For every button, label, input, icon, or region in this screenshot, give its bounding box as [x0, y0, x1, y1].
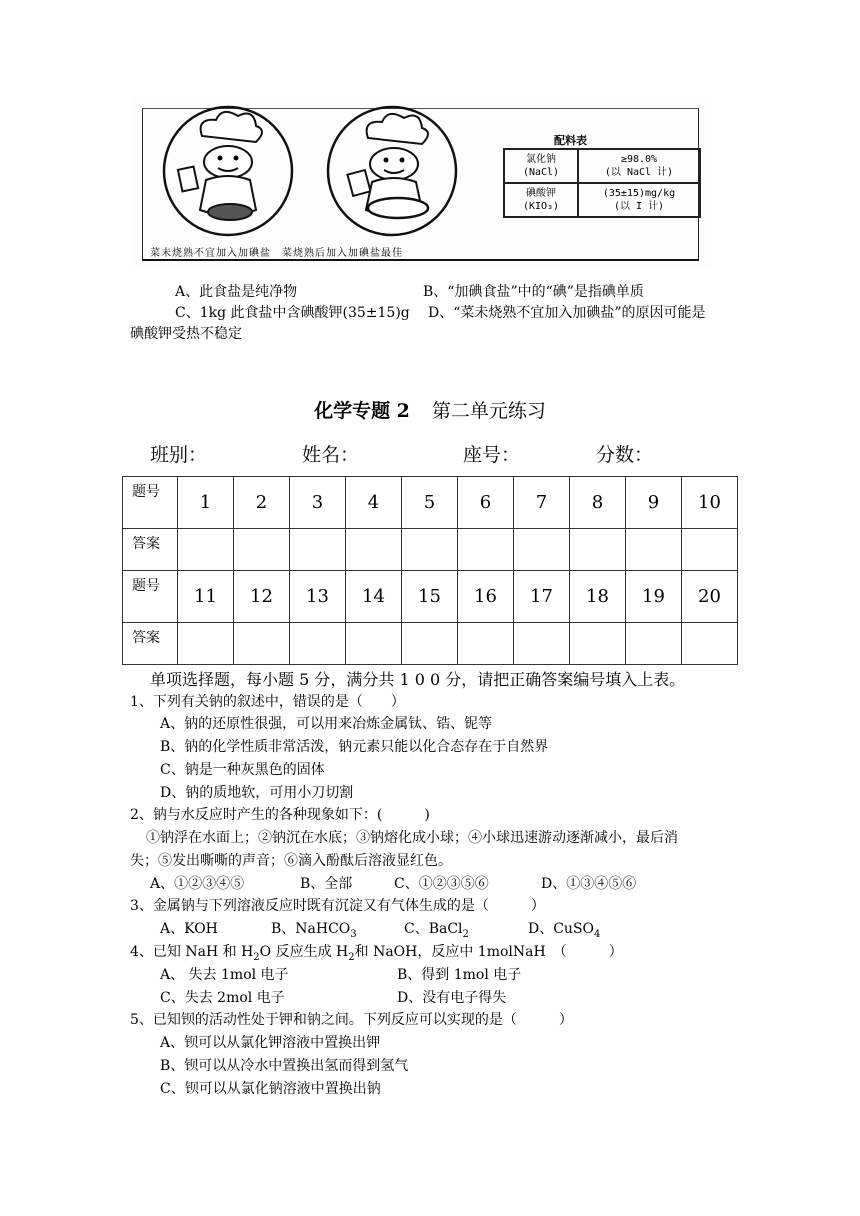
- score-label: 分数：: [596, 444, 654, 466]
- q3-option-a: A、KOH: [160, 921, 218, 937]
- answer-cell[interactable]: [458, 529, 514, 571]
- prev-option-b: B、“加碘食盐”中的“碘”是指碘单质: [423, 284, 644, 300]
- instructions: 单项选择题，每小题 5 分，满分共 1 0 0 分，请把正确答案编号填入上表。: [150, 670, 686, 689]
- grid-row-numbers-2: [123, 571, 738, 623]
- chef-left-icon: [164, 107, 292, 235]
- class-label: 班别：: [150, 444, 208, 466]
- q4-stem: 4、已知 NaH 和 $H_2O$ 反应生成 $H_2$和 NaOH，反应中 1molNaH （ ）: [130, 944, 623, 963]
- ingredient-value: ≥98.0% (以 NaCl 计): [578, 149, 700, 183]
- answer-cell[interactable]: [178, 623, 234, 665]
- prev-option-d-cont: 碘酸钾受热不稳定: [130, 326, 242, 342]
- answer-cell[interactable]: [290, 529, 346, 571]
- q5-option-a: A、钡可以从氯化钾溶液中置换出钾: [160, 1035, 381, 1051]
- ingredient-row: [504, 149, 700, 183]
- grid-label-ans: 答案: [123, 623, 178, 665]
- q4-option-a: A、 失去 1mol 电子: [160, 967, 289, 983]
- q3-option-b: B、NaHCO$_3$: [271, 921, 357, 940]
- grid-num: 2: [234, 477, 290, 529]
- answer-cell[interactable]: [514, 529, 570, 571]
- grid-num: 11: [178, 571, 234, 623]
- answer-cell[interactable]: [626, 623, 682, 665]
- ingredient-name: 碘酸钾 (KIO₃): [504, 183, 578, 217]
- grid-num: 4: [346, 477, 402, 529]
- q1-option-a: A、钠的还原性很强，可以用来冶炼金属钛、锆、铌等: [160, 716, 493, 732]
- grid-num: 5: [402, 477, 458, 529]
- answer-cell[interactable]: [570, 623, 626, 665]
- answer-cell[interactable]: [290, 623, 346, 665]
- salt-label-figure: [132, 96, 712, 266]
- title-rest: 第二单元练习: [431, 400, 546, 422]
- grid-num: 18: [570, 571, 626, 623]
- answer-cell[interactable]: [402, 529, 458, 571]
- ingredients-table: [503, 148, 701, 218]
- answer-cell[interactable]: [570, 529, 626, 571]
- q3-stem: 3、金属钠与下列溶液反应时既有沉淀又有气体生成的是（ ）: [130, 898, 545, 914]
- ingredient-name: 氯化钠 (NaCl): [504, 149, 578, 183]
- grid-num: 1: [178, 477, 234, 529]
- ingredients-title: 配料表: [554, 134, 587, 147]
- q2-option-c: C、①②③⑤⑥: [394, 876, 489, 892]
- grid-num: 15: [402, 571, 458, 623]
- prev-option-a: A、此食盐是纯净物: [175, 284, 298, 300]
- q1-option-d: D、钠的质地软，可用小刀切割: [160, 785, 354, 801]
- q5-stem: 5、已知钡的活动性处于钾和钠之间。下列反应可以实现的是（ ）: [130, 1012, 573, 1028]
- q4-option-c: C、失去 2mol 电子: [160, 990, 285, 1006]
- answer-cell[interactable]: [626, 529, 682, 571]
- q2-stem: 2、钠与水反应时产生的各种现象如下：( ): [130, 807, 430, 823]
- q4-option-b: B、得到 1mol 电子: [397, 967, 522, 983]
- grid-row-answers-2: [123, 623, 738, 665]
- grid-num: 12: [234, 571, 290, 623]
- seat-label: 座号：: [463, 444, 521, 466]
- grid-num: 8: [570, 477, 626, 529]
- q5-option-c: C、钡可以从氯化钠溶液中置换出钠: [160, 1081, 381, 1097]
- page-title: [0, 396, 860, 423]
- q2-option-a: A、①②③④⑤: [150, 876, 245, 892]
- grid-num: 10: [682, 477, 738, 529]
- answer-cell[interactable]: [346, 529, 402, 571]
- ingredient-value: (35±15)mg/kg (以 I 计): [578, 183, 700, 217]
- prev-option-c: C、1kg 此食盐中含碘酸钾(35±15)g: [175, 305, 410, 321]
- q2-line1: ①钠浮在水面上；②钠沉在水底；③钠熔化成小球；④小球迅速游动逐渐减小，最后消: [146, 830, 678, 846]
- answer-cell[interactable]: [682, 529, 738, 571]
- answer-grid: [122, 476, 738, 665]
- grid-num: 20: [682, 571, 738, 623]
- figure-caption: 菜未烧熟不宜加入加碘盐 菜烧熟后加入加碘盐最佳: [150, 248, 403, 259]
- answer-cell[interactable]: [234, 529, 290, 571]
- grid-num: 7: [514, 477, 570, 529]
- grid-num: 14: [346, 571, 402, 623]
- grid-num: 9: [626, 477, 682, 529]
- ingredient-row: [504, 183, 700, 217]
- name-label: 姓名：: [302, 444, 360, 466]
- q3-option-d: D、CuSO$_4$: [528, 921, 601, 940]
- title-bold: 化学专题 2: [314, 400, 410, 422]
- q1-stem: 1、下列有关钠的叙述中，错误的是（ ）: [130, 694, 405, 710]
- grid-num: 6: [458, 477, 514, 529]
- q1-option-b: B、钠的化学性质非常活泼，钠元素只能以化合态存在于自然界: [160, 739, 549, 755]
- chef-right-icon: [328, 107, 456, 235]
- q3-option-c: C、BaCl$_2$: [404, 921, 469, 940]
- q5-option-b: B、钡可以从冷水中置换出氢而得到氢气: [160, 1058, 409, 1074]
- grid-label-num: 题号: [123, 477, 178, 529]
- q2-option-d: D、①③④⑤⑥: [541, 876, 637, 892]
- grid-num: 3: [290, 477, 346, 529]
- grid-num: 19: [626, 571, 682, 623]
- grid-row-answers-1: [123, 529, 738, 571]
- answer-cell[interactable]: [458, 623, 514, 665]
- grid-label-num: 题号: [123, 571, 178, 623]
- grid-num: 17: [514, 571, 570, 623]
- answer-cell[interactable]: [514, 623, 570, 665]
- grid-num: 13: [290, 571, 346, 623]
- grid-row-numbers-1: [123, 477, 738, 529]
- grid-num: 16: [458, 571, 514, 623]
- q1-option-c: C、钠是一种灰黑色的固体: [160, 762, 325, 778]
- answer-cell[interactable]: [234, 623, 290, 665]
- answer-cell[interactable]: [178, 529, 234, 571]
- q2-line2: 失；⑤发出嘶嘶的声音；⑥滴入酚酞后溶液显红色。: [130, 853, 452, 869]
- q2-option-b: B、全部: [300, 876, 353, 892]
- answer-cell[interactable]: [682, 623, 738, 665]
- q4-option-d: D、没有电子得失: [397, 990, 507, 1006]
- grid-label-ans: 答案: [123, 529, 178, 571]
- answer-cell[interactable]: [402, 623, 458, 665]
- prev-option-d: D、“菜未烧熟不宜加入加碘盐”的原因可能是: [428, 305, 706, 321]
- answer-cell[interactable]: [346, 623, 402, 665]
